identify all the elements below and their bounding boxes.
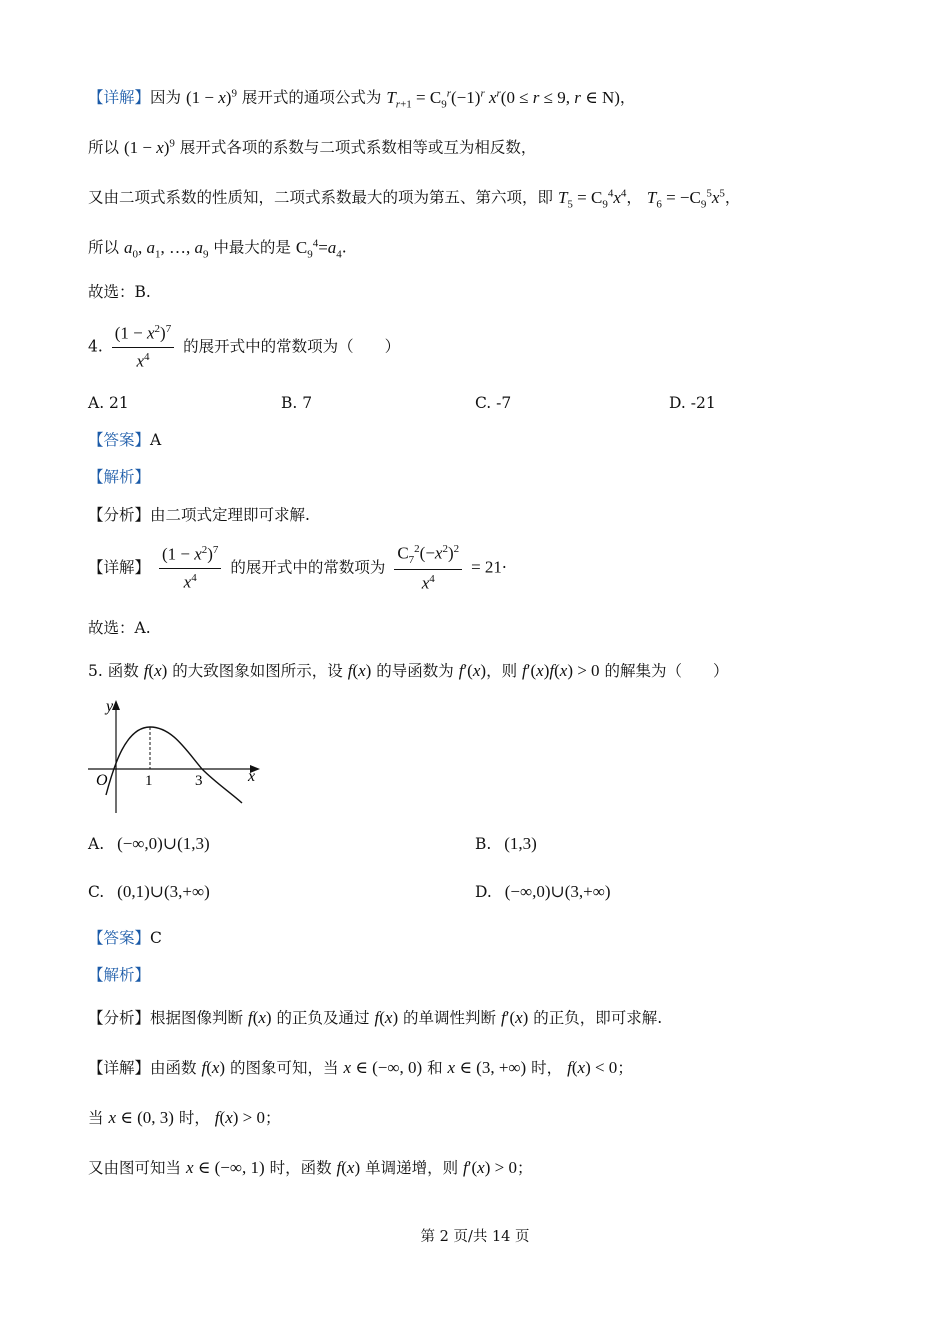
page-footer: 第 2 页/共 14 页 (420, 1229, 530, 1245)
q5-analysis: 【分析】根据图像判断 f(x) 的正负及通过 f(x) 的单调性判断 f′(x) 的正负，即可求解. (88, 1008, 663, 1027)
q5-explain-tag: 【解析】 (88, 966, 151, 984)
y-axis-arrow (112, 700, 120, 710)
q4-option-a: A. 21 (88, 394, 129, 412)
q4-answer: 【答案】A (88, 431, 162, 449)
q3-conclusion: 故选：B. (88, 283, 151, 301)
q3-line3: 又由二项式系数的性质知，二项式系数最大的项为第五、第六项，即 $T_5 = C_9^4x^4$， $T_6 = -C_9^5x^5$， (88, 187, 741, 211)
q4-analysis: 【分析】由二项式定理即可求解. (88, 506, 310, 524)
q5-detail-line2: 当 x ∈ (0, 3) 时， f(x) > 0； (88, 1108, 281, 1127)
y-label: y (106, 698, 114, 715)
q4-detail: 【详解】 $\frac{(1 - x^2)^7}{x^4}$ 的展开式中的常数项为 $\frac{C_7^2(-x^2)^2}{x^4}$ = 21· (88, 543, 507, 593)
q5-detail-line1: 【详解】由函数 f(x) 的图象可知，当 x ∈ (−∞, 0) 和 x ∈ (3, +∞) 时， f(x) < 0； (88, 1058, 633, 1077)
q3-line4: 所以 $a_0$, $a_1$, …, $a_9$ 中最大的是 $C_9^4=a_4$. (88, 237, 347, 261)
q5-option-a: A. (−∞,0)∪(1,3) (88, 834, 210, 853)
q5-option-c: C. (0,1)∪(3,+∞) (88, 882, 210, 901)
function-curve (106, 727, 242, 803)
tick-3: 3 (195, 773, 203, 789)
q4-option-d: D. -21 (669, 394, 716, 412)
q3-detail-line1: 【详解】因为 $(1 - x)^9$ 展开式的通项公式为 $T_{r+1} = C_9^r(-1)^r$ $x^r(0 \le r \le 9$, r ∈ N)， (88, 87, 636, 111)
q4-option-b: B. 7 (281, 394, 313, 412)
x-label: x (248, 768, 256, 785)
q5-stem: 5. 函数 f(x) 的大致图象如图所示，设 f(x) 的导函数为 f′(x)，则 f′(x)f(x) > 0 的解集为（ ） (88, 661, 729, 680)
q4-conclusion: 故选：A. (88, 619, 151, 637)
q3-line2: 所以 $(1 - x)^9$ 展开式各项的系数与二项式系数相等或互为相反数， (88, 137, 537, 157)
tick-1: 1 (145, 773, 153, 789)
q5-option-d: D. (−∞,0)∪(3,+∞) (475, 882, 611, 901)
detail-tag: 【详解】 (88, 88, 151, 107)
origin-label: O (96, 772, 108, 789)
q4-fraction: $\frac{(1 - x^2)^7}{x^4}$ (112, 322, 174, 373)
q5-answer: 【答案】C (88, 929, 162, 947)
q5-detail-line3: 又由图可知当 x ∈ (−∞, 1) 时，函数 f(x) 单调递增，则 f′(x) > 0； (88, 1158, 533, 1177)
function-graph (86, 695, 276, 820)
q4-explain-tag: 【解析】 (88, 468, 151, 486)
q4-option-c: C. -7 (475, 394, 512, 412)
q5-option-b: B. (1,3) (475, 834, 537, 853)
q4-stem: 4. $\frac{(1 - x^2)^7}{x^4}$ 的展开式中的常数项为（ ） (88, 322, 400, 373)
